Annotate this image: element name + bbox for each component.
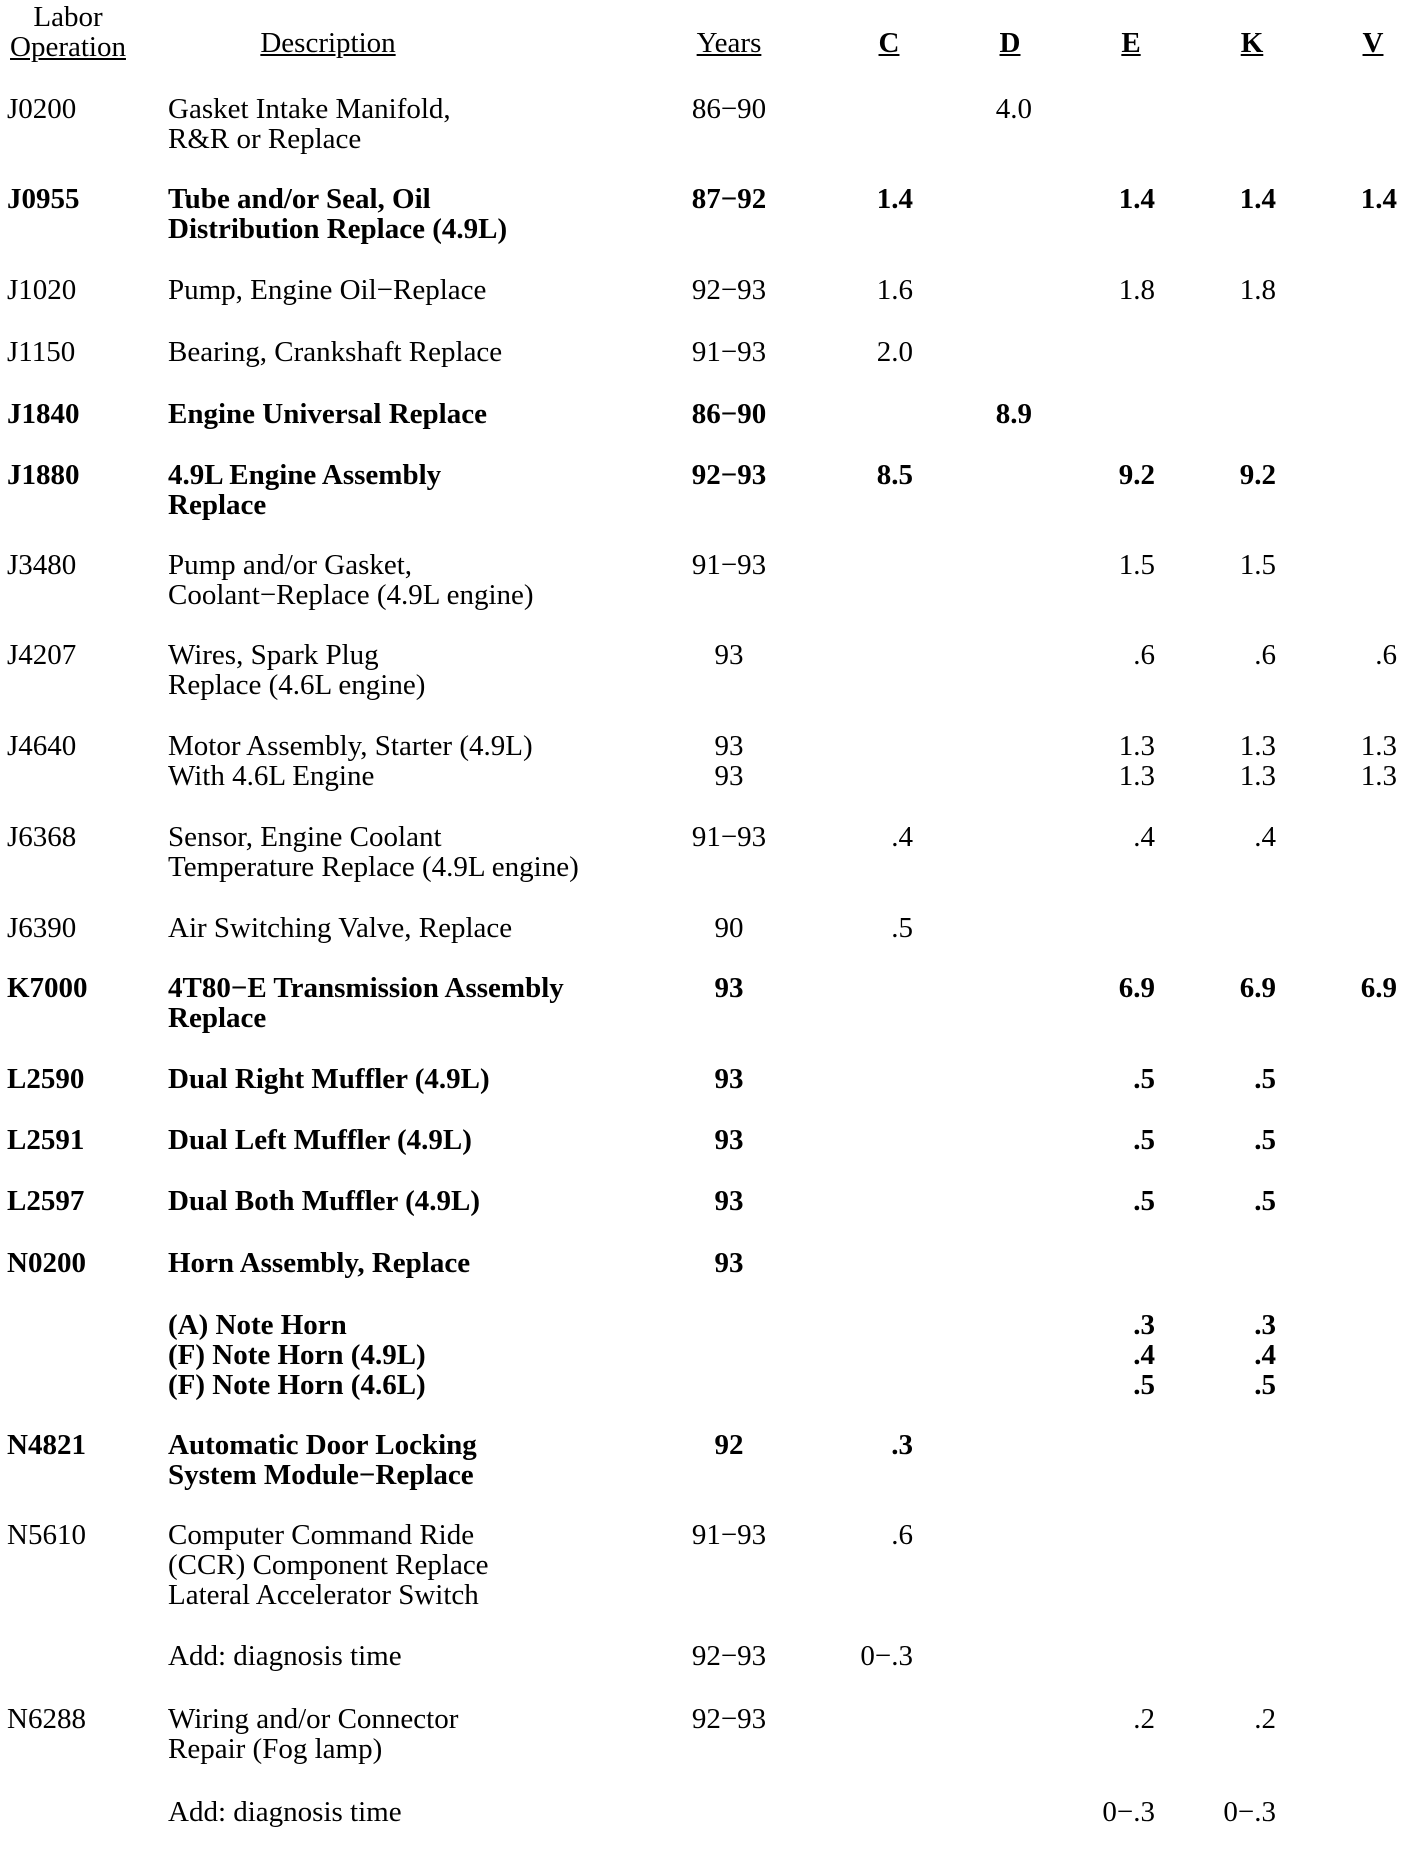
header-v: V bbox=[1362, 27, 1384, 59]
cell-line: L2590 bbox=[7, 1063, 85, 1095]
cell-line: .6 bbox=[891, 1519, 913, 1551]
time-e-cell bbox=[1119, 184, 1155, 214]
years-cell bbox=[715, 913, 744, 943]
years-cell bbox=[692, 399, 767, 429]
time-k-cell bbox=[1240, 973, 1276, 1003]
cell-line: Add: diagnosis time bbox=[168, 1640, 402, 1672]
header-d: D bbox=[999, 27, 1021, 59]
time-c-cell bbox=[877, 184, 913, 214]
cell-line: 91−93 bbox=[691, 1519, 767, 1551]
labor-operation-code bbox=[7, 550, 76, 580]
cell-line: 93 bbox=[714, 730, 744, 762]
cell-line: L2597 bbox=[7, 1185, 85, 1217]
time-k-cell bbox=[1254, 1125, 1276, 1155]
cell-line: .6 bbox=[1133, 639, 1155, 671]
time-e-cell bbox=[1102, 1797, 1155, 1827]
cell-line: Replace bbox=[168, 489, 267, 521]
description-cell bbox=[168, 1064, 490, 1094]
cell-line: 4.0 bbox=[995, 93, 1032, 125]
time-e-cell bbox=[1133, 1186, 1155, 1216]
cell-line: Tube and/or Seal, Oil bbox=[168, 183, 431, 215]
time-v-cell bbox=[1375, 640, 1397, 670]
cell-line: J0955 bbox=[7, 183, 80, 215]
labor-operation-code bbox=[7, 1704, 86, 1734]
cell-line: .5 bbox=[1254, 1124, 1276, 1156]
description-cell bbox=[168, 1430, 477, 1490]
cell-line: .5 bbox=[1133, 1185, 1155, 1217]
time-k-cell bbox=[1240, 731, 1276, 791]
labor-operation-code bbox=[7, 1186, 84, 1216]
cell-line: 86−90 bbox=[691, 93, 767, 125]
labor-operation-code bbox=[7, 1520, 86, 1550]
labor-operation-code bbox=[7, 1430, 86, 1460]
cell-line: Dual Left Muffler (4.9L) bbox=[168, 1124, 472, 1156]
time-v-cell bbox=[1361, 973, 1397, 1003]
years-cell bbox=[692, 822, 766, 852]
years-cell bbox=[715, 1125, 744, 1155]
time-e-cell bbox=[1119, 731, 1155, 791]
cell-line: 1.5 bbox=[1239, 549, 1276, 581]
description-cell bbox=[168, 1186, 480, 1216]
years-cell bbox=[692, 460, 767, 490]
cell-line: 6.9 bbox=[1118, 972, 1155, 1004]
cell-line: System Module−Replace bbox=[168, 1459, 474, 1491]
time-c-cell bbox=[877, 337, 913, 367]
cell-line: 1.3 bbox=[1118, 760, 1155, 792]
time-k-cell bbox=[1254, 1064, 1276, 1094]
cell-line: 6.9 bbox=[1239, 972, 1276, 1004]
time-c-cell bbox=[891, 913, 913, 943]
years-cell bbox=[692, 550, 766, 580]
description-cell bbox=[168, 1310, 426, 1400]
cell-line: .4 bbox=[1133, 821, 1155, 853]
years-cell bbox=[692, 94, 766, 124]
time-c-cell bbox=[891, 1430, 913, 1460]
description-cell bbox=[168, 731, 533, 791]
cell-line: (A) Note Horn bbox=[168, 1309, 347, 1341]
cell-line: .5 bbox=[1254, 1185, 1276, 1217]
header-operation-label: Operation bbox=[10, 31, 126, 63]
cell-line: Sensor, Engine Coolant bbox=[168, 821, 442, 853]
description-cell bbox=[168, 275, 486, 305]
description-cell bbox=[168, 184, 507, 244]
cell-line: 1.3 bbox=[1360, 730, 1397, 762]
cell-line: 92−93 bbox=[691, 459, 767, 491]
description-cell bbox=[168, 1248, 470, 1278]
labor-operation-code bbox=[7, 275, 76, 305]
cell-line: Gasket Intake Manifold, bbox=[168, 93, 451, 125]
cell-line: 1.3 bbox=[1239, 730, 1276, 762]
header-years: Years bbox=[696, 27, 762, 59]
cell-line: 93 bbox=[714, 1063, 744, 1095]
cell-line: N5610 bbox=[7, 1519, 86, 1551]
time-v-cell bbox=[1361, 731, 1397, 791]
time-e-cell bbox=[1133, 822, 1155, 852]
cell-line: .5 bbox=[891, 912, 913, 944]
time-e-cell bbox=[1119, 973, 1155, 1003]
description-cell bbox=[168, 399, 487, 429]
cell-line: Automatic Door Locking bbox=[168, 1429, 477, 1461]
description-cell bbox=[168, 1797, 402, 1827]
cell-line: 1.3 bbox=[1239, 760, 1276, 792]
cell-line: .5 bbox=[1133, 1124, 1155, 1156]
cell-line: 1.8 bbox=[1239, 274, 1276, 306]
time-e-cell bbox=[1133, 1064, 1155, 1094]
cell-line: Wires, Spark Plug bbox=[168, 639, 379, 671]
time-e-cell bbox=[1119, 550, 1155, 580]
cell-line: .3 bbox=[891, 1429, 913, 1461]
cell-line: 1.5 bbox=[1118, 549, 1155, 581]
years-cell bbox=[715, 640, 744, 670]
years-cell bbox=[692, 337, 766, 367]
cell-line: 4.9L Engine Assembly bbox=[168, 459, 442, 491]
cell-line: Replace bbox=[168, 1002, 267, 1034]
years-cell bbox=[692, 275, 766, 305]
cell-line: Repair (Fog lamp) bbox=[168, 1733, 383, 1765]
cell-line: 93 bbox=[714, 1124, 744, 1156]
cell-line: Wiring and/or Connector bbox=[168, 1703, 459, 1735]
time-k-cell bbox=[1254, 640, 1276, 670]
description-cell bbox=[168, 640, 425, 700]
time-e-cell bbox=[1119, 275, 1155, 305]
time-k-cell bbox=[1240, 184, 1276, 214]
labor-operation-code bbox=[7, 337, 75, 367]
cell-line: Dual Both Muffler (4.9L) bbox=[168, 1185, 481, 1217]
time-e-cell bbox=[1133, 1125, 1155, 1155]
cell-line: 93 bbox=[714, 639, 744, 671]
cell-line: .2 bbox=[1254, 1703, 1276, 1735]
cell-line: 92−93 bbox=[691, 274, 767, 306]
cell-line: 93 bbox=[714, 760, 744, 792]
years-cell bbox=[692, 1520, 766, 1550]
cell-line: 91−93 bbox=[691, 821, 767, 853]
time-e-cell bbox=[1133, 1310, 1155, 1400]
cell-line: 92−93 bbox=[691, 1703, 767, 1735]
cell-line: R&R or Replace bbox=[168, 123, 362, 155]
description-cell bbox=[168, 973, 564, 1033]
cell-line: Dual Right Muffler (4.9L) bbox=[168, 1063, 490, 1095]
description-cell bbox=[168, 460, 441, 520]
cell-line: 8.9 bbox=[995, 398, 1032, 430]
years-cell bbox=[715, 1186, 744, 1216]
years-cell bbox=[715, 1064, 744, 1094]
cell-line: 9.2 bbox=[1239, 459, 1276, 491]
time-e-cell bbox=[1133, 640, 1155, 670]
cell-line: 1.6 bbox=[876, 274, 913, 306]
cell-line: .5 bbox=[1254, 1369, 1276, 1401]
labor-operation-code bbox=[7, 1064, 84, 1094]
cell-line: 1.4 bbox=[1118, 183, 1155, 215]
description-cell bbox=[168, 1641, 402, 1671]
description-cell bbox=[168, 1125, 472, 1155]
description-cell bbox=[168, 550, 534, 610]
time-k-cell bbox=[1240, 275, 1276, 305]
labor-operation-code bbox=[7, 973, 88, 1003]
cell-line: Temperature Replace (4.9L engine) bbox=[168, 851, 579, 883]
labor-operation-code bbox=[7, 1248, 86, 1278]
labor-operation-code bbox=[7, 184, 80, 214]
years-cell bbox=[715, 1248, 744, 1278]
cell-line: Lateral Accelerator Switch bbox=[168, 1579, 479, 1611]
time-k-cell bbox=[1254, 1186, 1276, 1216]
cell-line: With 4.6L Engine bbox=[168, 760, 375, 792]
cell-line: J1840 bbox=[7, 398, 80, 430]
cell-line: J3480 bbox=[7, 549, 77, 581]
time-c-cell bbox=[877, 275, 913, 305]
cell-line: J6368 bbox=[7, 821, 77, 853]
time-c-cell bbox=[891, 822, 913, 852]
cell-line: 2.0 bbox=[876, 336, 913, 368]
time-k-cell bbox=[1223, 1797, 1276, 1827]
time-k-cell bbox=[1254, 1310, 1276, 1400]
cell-line: .5 bbox=[1133, 1063, 1155, 1095]
cell-line: Replace (4.6L engine) bbox=[168, 669, 426, 701]
cell-line: Engine Universal Replace bbox=[168, 398, 487, 430]
cell-line: .6 bbox=[1375, 639, 1397, 671]
cell-line: 92−93 bbox=[691, 1640, 767, 1672]
cell-line: J1880 bbox=[7, 459, 80, 491]
header-c: C bbox=[878, 27, 900, 59]
cell-line: 4T80−E Transmission Assembly bbox=[168, 972, 564, 1004]
cell-line: 1.8 bbox=[1118, 274, 1155, 306]
cell-line: Horn Assembly, Replace bbox=[168, 1247, 471, 1279]
years-cell bbox=[692, 1641, 766, 1671]
time-e-cell bbox=[1133, 1704, 1155, 1734]
cell-line: .4 bbox=[891, 821, 913, 853]
cell-line: N4821 bbox=[7, 1429, 86, 1461]
description-cell bbox=[168, 94, 451, 154]
time-k-cell bbox=[1254, 1704, 1276, 1734]
time-c-cell bbox=[891, 1520, 913, 1550]
cell-line: .4 bbox=[1254, 821, 1276, 853]
cell-line: J4207 bbox=[7, 639, 77, 671]
cell-line: 6.9 bbox=[1360, 972, 1397, 1004]
years-cell bbox=[715, 973, 744, 1003]
header-labor-operation bbox=[10, 2, 126, 62]
cell-line: Air Switching Valve, Replace bbox=[168, 912, 513, 944]
cell-line: .5 bbox=[1254, 1063, 1276, 1095]
cell-line: 92 bbox=[714, 1429, 744, 1461]
cell-line: .2 bbox=[1133, 1703, 1155, 1735]
cell-line: Pump, Engine Oil−Replace bbox=[168, 274, 487, 306]
time-d-cell bbox=[996, 94, 1032, 124]
cell-line: Add: diagnosis time bbox=[168, 1796, 402, 1828]
time-k-cell bbox=[1240, 550, 1276, 580]
labor-operation-code bbox=[7, 913, 76, 943]
years-cell bbox=[692, 184, 767, 214]
cell-line: L2591 bbox=[7, 1124, 85, 1156]
cell-line: N6288 bbox=[7, 1703, 86, 1735]
description-cell bbox=[168, 913, 512, 943]
cell-line: Distribution Replace (4.9L) bbox=[168, 213, 508, 245]
years-cell bbox=[715, 1430, 744, 1460]
cell-line: 9.2 bbox=[1118, 459, 1155, 491]
cell-line: J1020 bbox=[7, 274, 77, 306]
time-k-cell bbox=[1254, 822, 1276, 852]
time-c-cell bbox=[877, 460, 913, 490]
cell-line: 1.3 bbox=[1360, 760, 1397, 792]
cell-line: 91−93 bbox=[691, 336, 767, 368]
labor-operation-code bbox=[7, 399, 80, 429]
cell-line: 93 bbox=[714, 1247, 744, 1279]
labor-operation-code bbox=[7, 731, 76, 761]
header-e: E bbox=[1121, 27, 1141, 59]
time-v-cell bbox=[1361, 184, 1397, 214]
cell-line: .5 bbox=[1133, 1369, 1155, 1401]
cell-line: (F) Note Horn (4.6L) bbox=[168, 1369, 426, 1401]
cell-line: .6 bbox=[1254, 639, 1276, 671]
cell-line: .4 bbox=[1254, 1339, 1276, 1371]
cell-line: 1.4 bbox=[1360, 183, 1397, 215]
cell-line: 91−93 bbox=[691, 549, 767, 581]
time-d-cell bbox=[996, 399, 1032, 429]
cell-line: J6390 bbox=[7, 912, 77, 944]
time-c-cell bbox=[860, 1641, 913, 1671]
cell-line: (CCR) Component Replace bbox=[168, 1549, 489, 1581]
cell-line: 1.4 bbox=[876, 183, 913, 215]
labor-operation-code bbox=[7, 822, 76, 852]
years-cell bbox=[692, 1704, 766, 1734]
cell-line: (F) Note Horn (4.9L) bbox=[168, 1339, 426, 1371]
cell-line: 93 bbox=[714, 1185, 744, 1217]
cell-line: J0200 bbox=[7, 93, 77, 125]
labor-operation-code bbox=[7, 94, 76, 124]
cell-line: 1.4 bbox=[1239, 183, 1276, 215]
header-k: K bbox=[1240, 27, 1264, 59]
labor-operation-code bbox=[7, 1125, 84, 1155]
description-cell bbox=[168, 1520, 489, 1610]
cell-line: 90 bbox=[714, 912, 744, 944]
cell-line: J1150 bbox=[7, 336, 76, 368]
header-description: Description bbox=[260, 27, 396, 59]
cell-line: 0−.3 bbox=[1223, 1796, 1276, 1828]
time-e-cell bbox=[1119, 460, 1155, 490]
cell-line: K7000 bbox=[7, 972, 88, 1004]
description-cell bbox=[168, 1704, 458, 1764]
description-cell bbox=[168, 822, 579, 882]
cell-line: 0−.3 bbox=[1102, 1796, 1155, 1828]
cell-line: 87−92 bbox=[691, 183, 767, 215]
cell-line: Bearing, Crankshaft Replace bbox=[168, 336, 503, 368]
cell-line: Pump and/or Gasket, bbox=[168, 549, 413, 581]
cell-line: 8.5 bbox=[876, 459, 913, 491]
cell-line: J4640 bbox=[7, 730, 77, 762]
years-cell bbox=[715, 731, 744, 791]
cell-line: .3 bbox=[1254, 1309, 1276, 1341]
cell-line: Computer Command Ride bbox=[168, 1519, 475, 1551]
labor-operation-code bbox=[7, 460, 80, 490]
cell-line: 0−.3 bbox=[860, 1640, 913, 1672]
cell-line: 1.3 bbox=[1118, 730, 1155, 762]
cell-line: .3 bbox=[1133, 1309, 1155, 1341]
labor-operation-code bbox=[7, 640, 76, 670]
cell-line: Coolant−Replace (4.9L engine) bbox=[168, 579, 534, 611]
description-cell bbox=[168, 337, 502, 367]
cell-line: N0200 bbox=[7, 1247, 86, 1279]
cell-line: 86−90 bbox=[691, 398, 767, 430]
header-labor-label: Labor bbox=[33, 1, 103, 33]
cell-line: .4 bbox=[1133, 1339, 1155, 1371]
time-k-cell bbox=[1240, 460, 1276, 490]
cell-line: 93 bbox=[714, 972, 744, 1004]
cell-line: Motor Assembly, Starter (4.9L) bbox=[168, 730, 533, 762]
